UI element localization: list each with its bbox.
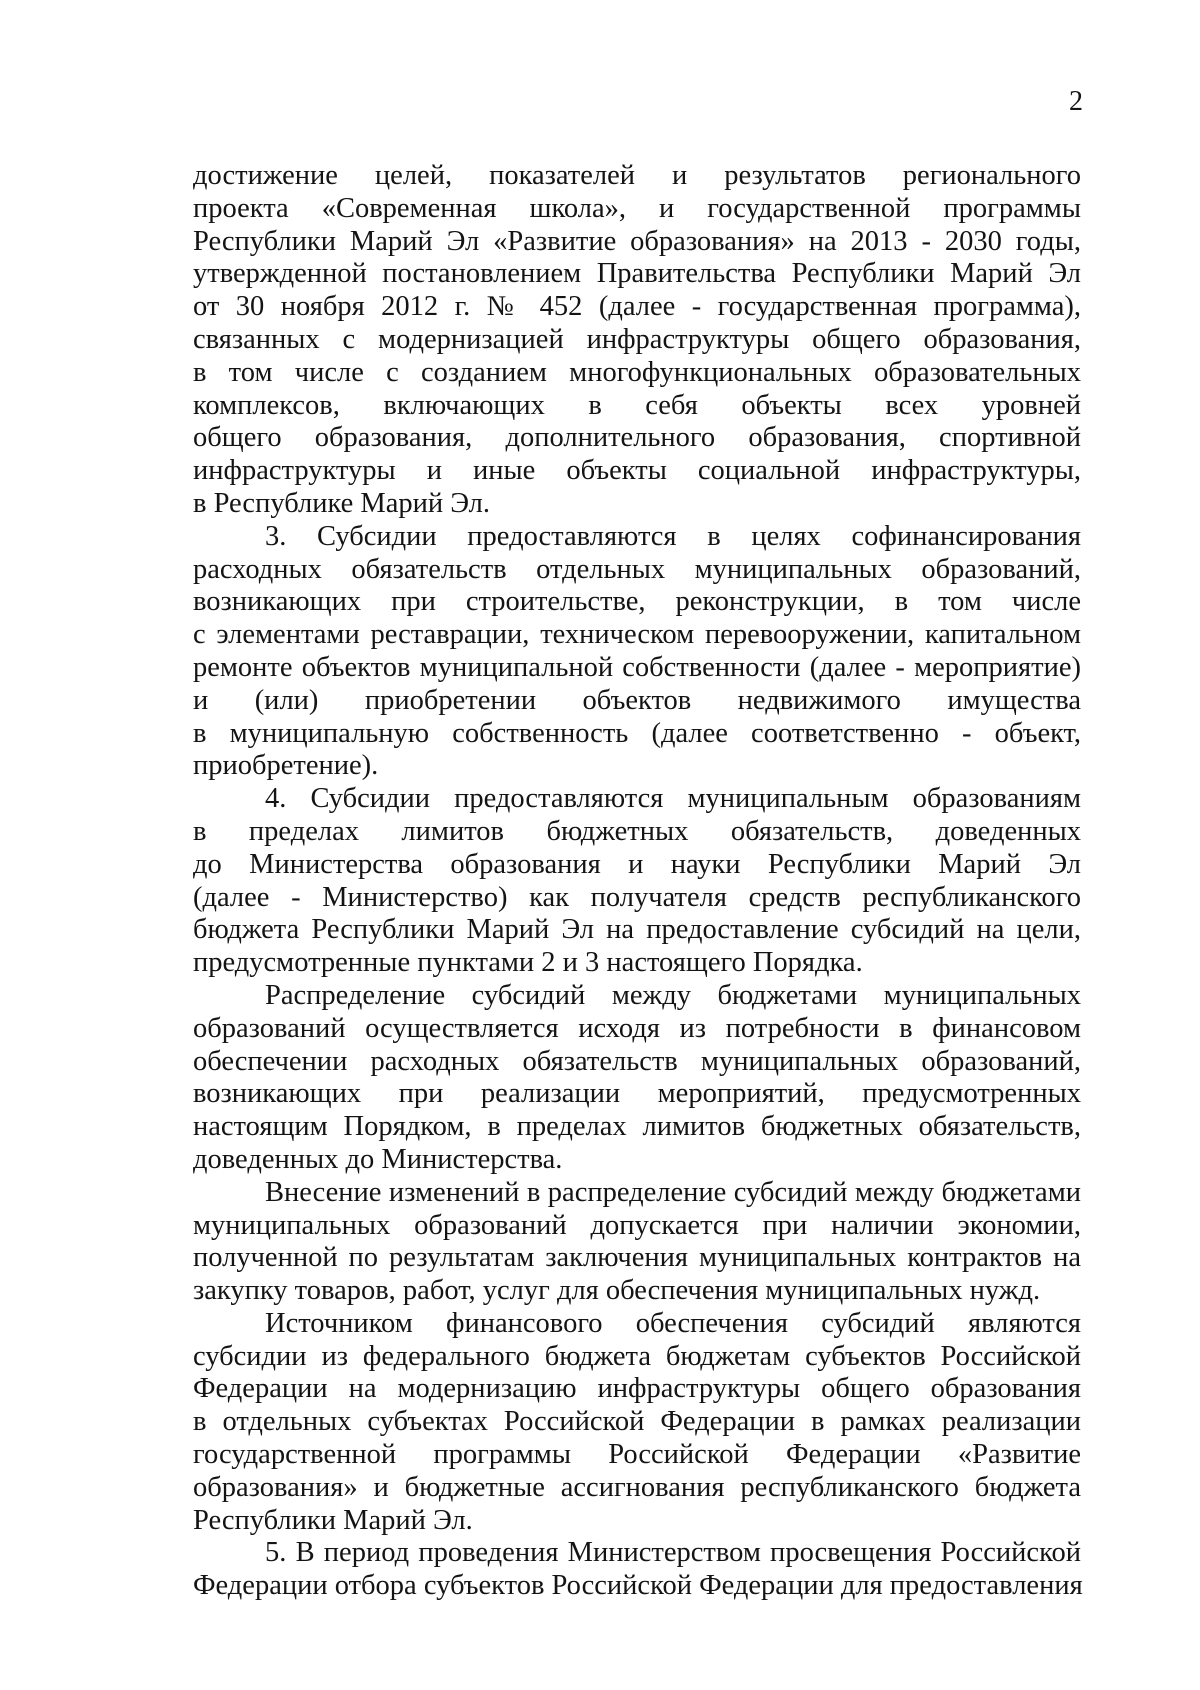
text-line: возникающих при реализации мероприятий, предусмотренных bbox=[193, 1078, 1081, 1110]
text-line: и (или) приобретении объектов недвижимого имущества bbox=[193, 684, 1081, 716]
text-line: с элементами реставрации, техническом перевооружении, капитальном bbox=[193, 619, 1081, 651]
text-line: (далее - Министерство) как получателя средств республиканского bbox=[193, 881, 1081, 913]
text-line: проекта «Современная школа», и государственной программы bbox=[193, 192, 1081, 224]
text-line: возникающих при строительстве, реконструкции, в том числе bbox=[193, 586, 1081, 618]
text-line: Распределение субсидий между бюджетами муниципальных bbox=[265, 979, 1081, 1011]
text-line: в том числе с созданием многофункциональных образовательных bbox=[193, 356, 1081, 388]
text-line: настоящим Порядком, в пределах лимитов бюджетных обязательств, bbox=[193, 1111, 1081, 1143]
text-line: в отдельных субъектах Российской Федерации в рамках реализации bbox=[193, 1406, 1081, 1438]
text-line: Федерации отбора субъектов Российской Федерации для предоставления bbox=[193, 1570, 1083, 1602]
text-line: Республики Марий Эл. bbox=[193, 1504, 473, 1536]
text-line: ремонте объектов муниципальной собственности (далее - мероприятие) bbox=[193, 651, 1081, 683]
text-line: полученной по результатам заключения муниципальных контрактов на bbox=[193, 1242, 1081, 1274]
text-line: Республики Марий Эл «Развитие образования» на 2013 - 2030 годы, bbox=[193, 225, 1081, 257]
text-line: доведенных до Министерства. bbox=[193, 1143, 563, 1175]
text-line: Федерации на модернизацию инфраструктуры общего образования bbox=[193, 1373, 1081, 1405]
text-line: связанных с модернизацией инфраструктуры общего образования, bbox=[193, 323, 1081, 355]
text-line: бюджета Республики Марий Эл на предоставление субсидий на цели, bbox=[193, 914, 1081, 946]
text-line: 5. В период проведения Министерством просвещения Российской bbox=[265, 1537, 1081, 1569]
text-line: муниципальных образований допускается при наличии экономии, bbox=[193, 1209, 1081, 1241]
text-line: расходных обязательств отдельных муниципальных образований, bbox=[193, 553, 1081, 585]
text-line: до Министерства образования и науки Республики Марий Эл bbox=[193, 848, 1081, 880]
text-line: утвержденной постановлением Правительства Республики Марий Эл bbox=[193, 258, 1081, 290]
text-line: субсидии из федерального бюджета бюджетам субъектов Российской bbox=[193, 1340, 1081, 1372]
body-text bbox=[193, 160, 1081, 1603]
text-line: Источником финансового обеспечения субсидий являются bbox=[265, 1307, 1081, 1339]
text-line: предусмотренные пунктами 2 и 3 настоящего Порядка. bbox=[193, 947, 863, 979]
text-line: общего образования, дополнительного образования, спортивной bbox=[193, 422, 1081, 454]
text-line: Внесение изменений в распределение субсидий между бюджетами bbox=[265, 1176, 1081, 1208]
text-line: приобретение). bbox=[193, 750, 379, 782]
text-line: обеспечении расходных обязательств муниципальных образований, bbox=[193, 1045, 1081, 1077]
text-line: в муниципальную собственность (далее соответственно - объект, bbox=[193, 717, 1081, 749]
text-line: государственной программы Российской Федерации «Развитие bbox=[193, 1439, 1081, 1471]
text-line: 4. Субсидии предоставляются муниципальным образованиям bbox=[265, 783, 1081, 815]
text-line: от 30 ноября 2012 г. № 452 (далее - государственная программа), bbox=[193, 291, 1081, 323]
text-line: комплексов, включающих в себя объекты всех уровней bbox=[193, 389, 1081, 421]
text-line: образования» и бюджетные ассигнования республиканского бюджета bbox=[193, 1471, 1081, 1503]
page-number: 2 bbox=[1069, 86, 1083, 117]
text-line: образований осуществляется исходя из потребности в финансовом bbox=[193, 1012, 1081, 1044]
text-line: закупку товаров, работ, услуг для обеспечения муниципальных нужд. bbox=[193, 1275, 1041, 1307]
text-line: инфраструктуры и иные объекты социальной инфраструктуры, bbox=[193, 455, 1081, 487]
text-line: в пределах лимитов бюджетных обязательств, доведенных bbox=[193, 815, 1081, 847]
text-line: в Республике Марий Эл. bbox=[193, 487, 491, 519]
text-line: 3. Субсидии предоставляются в целях софинансирования bbox=[265, 520, 1081, 552]
text-line: достижение целей, показателей и результатов регионального bbox=[193, 160, 1081, 191]
